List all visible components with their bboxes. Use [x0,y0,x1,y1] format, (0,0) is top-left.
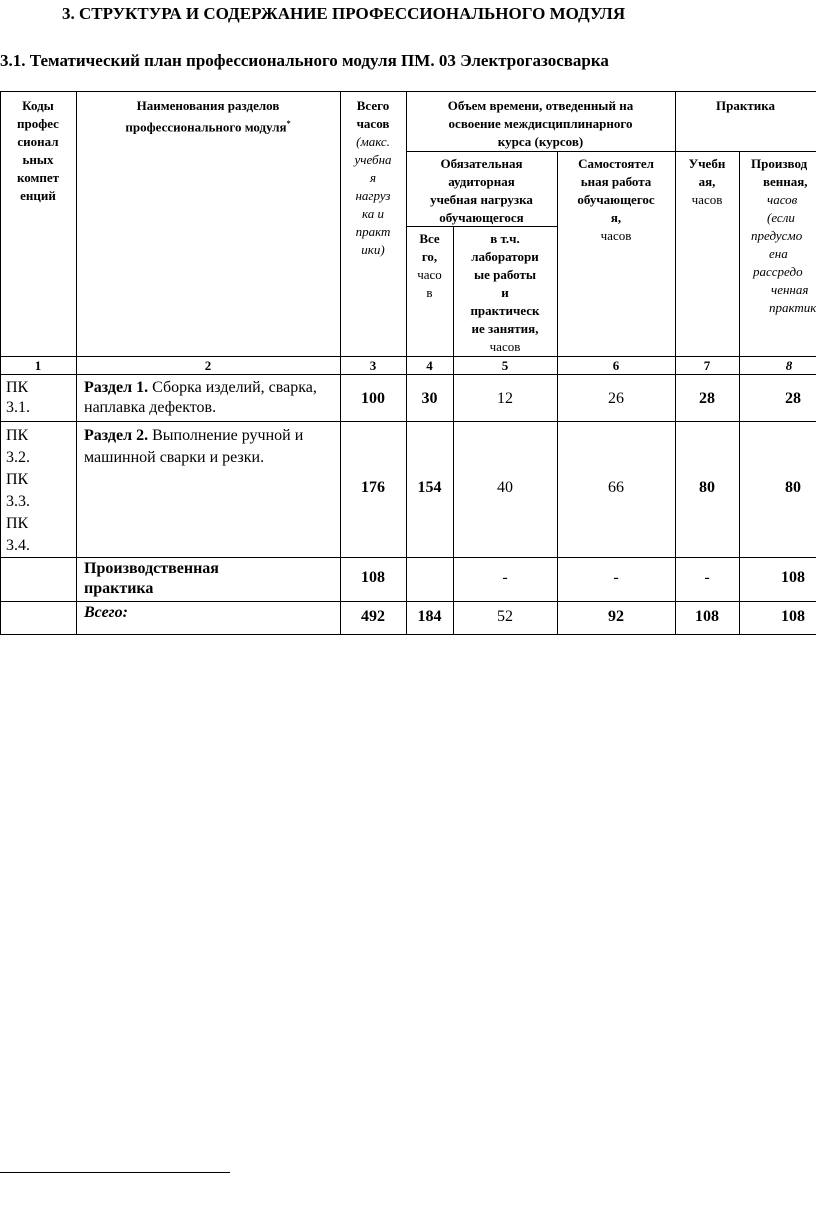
header-production-practice: Производ венная, часов (если предусмо ена рассредо ченная практик [751,156,816,315]
study-practice-value: 108 [695,608,719,625]
header-mandatory-load: Обязательная аудиторная учебная нагрузка обучающегося [430,156,533,225]
section-name: Раздел 2. Выполнение ручной и машинной сварки и резки. [84,427,304,466]
production-practice-value: 108 [781,569,805,586]
independent-hours-value: - [613,569,619,586]
footnote-separator [0,1172,230,1173]
study-practice-value: - [704,569,710,586]
total-hours-value: 492 [361,608,385,625]
lab-hours-value: - [502,569,508,586]
header-total-hours: Всего часов (макс. учебна я нагруз ка и практ ики) [354,98,392,257]
total-hours-value: 100 [361,390,385,407]
total-hours-value: 108 [361,569,385,586]
header-course-volume: Объем времени, отведенный на освоение междисциплинарного курса (курсов) [447,98,634,149]
header-section-names: Наименования разделов профессионального модуля* [125,98,291,135]
header-independent-work: Самостоятел ьная работа обучающегос я, часов [577,156,655,243]
total-hours-value: 176 [361,479,385,496]
section-name: Всего: [84,604,128,621]
lab-hours-value: 12 [497,390,513,407]
section-heading: 3. СТРУКТУРА И СОДЕРЖАНИЕ ПРОФЕССИОНАЛЬНОГО МОДУЛЯ [62,4,626,23]
header-lab-work: в т.ч. лаборатори ые работы и практическ ие занятия, часов [470,231,540,354]
production-practice-value: 28 [785,390,801,407]
header-codes: Коды профес сионал ьных компет енций [16,98,60,203]
header-all-hours: Все го, часо в [417,231,442,300]
section-name: Раздел 1. Сборка изделий, сварка, наплавка дефектов. [84,379,317,416]
competency-code: ПК 3.2. ПК 3.3. ПК 3.4. [6,427,30,554]
study-practice-value: 28 [699,390,715,407]
table-title: 3.1. Тематический план профессионального модуля ПМ. 03 Электрогазосварка [0,51,609,70]
all-hours-value: 30 [421,390,438,407]
section-name: Производственная практика [84,560,219,597]
lab-hours-value: 40 [497,479,513,496]
all-hours-value: 184 [417,608,442,625]
study-practice-value: 80 [699,479,715,496]
all-hours-value: 154 [417,479,442,496]
header-study-practice: Учебн ая, часов [688,156,726,207]
competency-code: ПК 3.1. [6,379,30,416]
independent-hours-value: 66 [608,479,624,496]
production-practice-value: 80 [785,479,801,496]
independent-hours-value: 26 [608,390,624,407]
lab-hours-value: 52 [497,608,513,625]
independent-hours-value: 92 [608,608,624,625]
production-practice-value: 108 [781,608,805,625]
header-practice: Практика [715,98,775,113]
